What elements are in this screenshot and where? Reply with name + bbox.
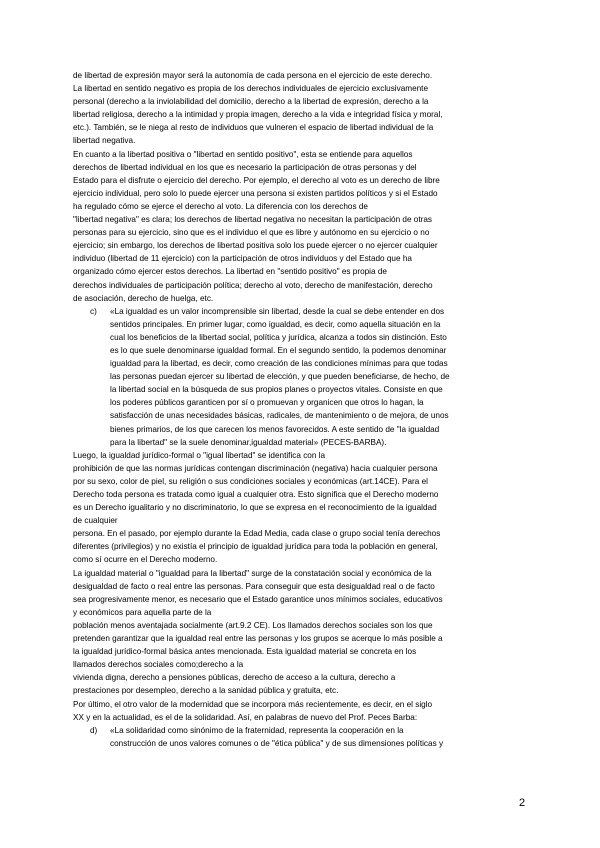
- paragraph-igualdad-material: [73, 567, 529, 698]
- text-line: sentidos principales. En primer lugar, como igualdad, es decir, como aquella situación en la: [110, 319, 441, 329]
- text-line: es lo que suele denominarse igualdad formal. En el segundo sentido, la podemos denominar: [110, 345, 447, 355]
- list-item-label: c): [90, 306, 97, 316]
- text-line: la libertad social en la búsqueda de sus propios planes o proyectos vitales. Consiste en que: [110, 385, 443, 395]
- text-line: Por último, el otro valor de la modernidad que se incorpora más recientemente, es decir, en el siglo: [73, 699, 433, 709]
- document-body: [73, 69, 529, 750]
- text-line: sea progresivamente menor, es necesario que el Estado garantice unos mínimos sociales, educativos: [73, 594, 443, 604]
- text-line: personal (derecho a la inviolabilidad del domicilio, derecho a la libertad de expresión, derecho a la: [73, 97, 429, 107]
- text-line: La igualdad material o "igualdad para la libertad" surge de la constatación social y económica de la: [73, 568, 432, 578]
- text-line: por su sexo, color de piel, su religión o sus condiciones sociales y económicas (art.14CE). Para el: [73, 476, 428, 486]
- text-line: Luego, la igualdad jurídico-formal o "igual libertad" se identifica con la: [73, 450, 326, 460]
- text-line: prohibición de que las normas jurídicas contengan discriminación (negativa) hacia cualquier persona: [73, 463, 438, 473]
- text-line: ejercicio; sin embargo, los derechos de libertad positiva solo los puede ejercer o no ejercer cualquier: [73, 241, 438, 251]
- text-line: llamados derechos sociales como;derecho a la: [73, 660, 244, 670]
- text-line: para la libertad" se la suele denominar,igualdad material» (PECES-BARBA).: [110, 437, 387, 447]
- list-item-c: [73, 305, 529, 449]
- text-line: y económicos para aquella parte de la: [73, 607, 212, 617]
- text-line: personas para su ejercicio, sino que es el individuo el que es libre y autónomo en su ejercicio o no: [73, 228, 430, 238]
- text-line: los poderes públicos garanticen por sí o promuevan y organicen que otros lo hagan, la: [110, 398, 424, 408]
- text-line: Derecho toda persona es tratada como igual a cualquier otra. Esto significa que el Derecho moderno: [73, 490, 439, 499]
- text-line: de cualquier: [73, 516, 118, 526]
- text-line: vivienda digna, derecho a pensiones públicas, derecho de acceso a la cultura, derecho a: [73, 673, 396, 683]
- text-line: prestaciones por desempleo, derecho a la sanidad pública y gratuita, etc.: [73, 686, 339, 696]
- text-line: ejercicio individual, pero solo lo puede ejercer una persona si existen partidos políticos y si el Estado: [73, 188, 438, 198]
- text-line: de libertad de expresión mayor será la autonomía de cada persona en el ejercicio de este derecho.: [73, 71, 433, 80]
- text-line: población menos aventajada socialmente (art.9.2 CE). Los llamados derechos sociales son los que: [73, 620, 433, 630]
- text-line: construcción de unos valores comunes o de "ética pública" y de sus dimensiones políticas y: [110, 738, 444, 748]
- text-line: individuo (libertad de 11 ejercicio) con la participación de otros individuos y del Estado que ha: [73, 254, 412, 264]
- text-line: es un Derecho igualitario y no discriminatorio, lo que se expresa en el reconocimiento de la igualdad: [73, 503, 437, 513]
- text-line: La libertad en sentido negativo es propia de los derechos individuales de ejercicio exclusivamente: [73, 84, 429, 94]
- text-line: desigualdad de facto o real entre las personas. Para conseguir que esta desigualdad real o de facto: [73, 581, 435, 591]
- text-line: «La igualdad es un valor incomprensible sin libertad, desde la cual se debe entender en dos: [110, 306, 445, 316]
- text-line: bienes primarios, de los que carecen los menos favorecidos. A este sentido de "la igualdad: [110, 424, 440, 434]
- text-line: pretenden garantizar que la igualdad real entre las personas y los grupos se acerque lo más posible a: [73, 634, 443, 644]
- paragraph-solidaridad: [73, 698, 529, 724]
- list-item-d: [73, 724, 529, 750]
- text-line: En cuanto a la libertad positiva o "libertad en sentido positivo", esta se entiende para aquellos: [73, 149, 413, 159]
- list-item-label: d): [90, 725, 98, 735]
- text-line: ha regulado cómo se ejerce el derecho al voto. La diferencia con los derechos de: [73, 201, 368, 211]
- text-line: diferentes (privilegios) y no existía el principio de igualdad jurídica para toda la población en general,: [73, 542, 438, 552]
- text-line: XX y en la actualidad, es el de la solidaridad. Así, en palabras de nuevo del Prof. Peces Barba:: [73, 712, 418, 722]
- paragraph-libertad-positiva: [73, 148, 529, 305]
- text-line: persona. En el pasado, por ejemplo durante la Edad Media, cada clase o grupo social tenía derechos: [73, 529, 441, 539]
- text-line: derechos individuales de participación política; derecho al voto, derecho de manifestación, derecho: [73, 280, 433, 290]
- text-line: como sí ocurre en el Derecho moderno.: [73, 555, 218, 565]
- text-line: igualdad para la libertad, es decir, como creación de las condiciones mínimas para que todas: [110, 359, 448, 369]
- text-line: «La solidaridad como sinónimo de la fraternidad, representa la cooperación en la: [110, 725, 404, 735]
- text-line: etc.). También, se le niega al resto de individuos que vulneren el espacio de libertad individual de la: [73, 123, 434, 133]
- paragraph-libertad-negativa: [73, 69, 529, 148]
- text-line: libertad negativa.: [73, 136, 136, 146]
- text-line: de asociación, derecho de huelga, etc.: [73, 293, 214, 303]
- text-line: la igualdad jurídico-formal básica antes mencionada. Esta igualdad material se concreta en los: [73, 647, 417, 657]
- text-line: las personas puedan ejercer su libertad de elección, y que pueden beneficiarse, de hecho, de: [110, 372, 450, 382]
- text-line: organizado cómo ejercer estos derechos. La libertad en "sentido positivo" es propia de: [73, 267, 387, 277]
- text-line: Estado para el disfrute o ejercicio del derecho. Por ejemplo, el derecho al voto es un derecho de libre: [73, 175, 440, 185]
- text-line: satisfacción de unas necesidades básicas, radicales, de mantenimiento o de mejora, de unos: [110, 411, 449, 421]
- page-number: 2: [519, 797, 526, 809]
- text-line: libertad religiosa, derecho a la intimidad y propia imagen, derecho a la vida e integridad física y moral,: [73, 110, 443, 120]
- text-line: cual los beneficios de la libertad social, política y jurídica, alcanza a todos sin distinción. Esto: [110, 332, 447, 342]
- paragraph-igualdad-formal: [73, 449, 529, 567]
- text-line: derechos de libertad individual en los que es necesario la participación de otras personas y del: [73, 162, 417, 172]
- text-line: "libertad negativa" es clara; los derechos de libertad negativa no necesitan la participación de otras: [73, 215, 433, 225]
